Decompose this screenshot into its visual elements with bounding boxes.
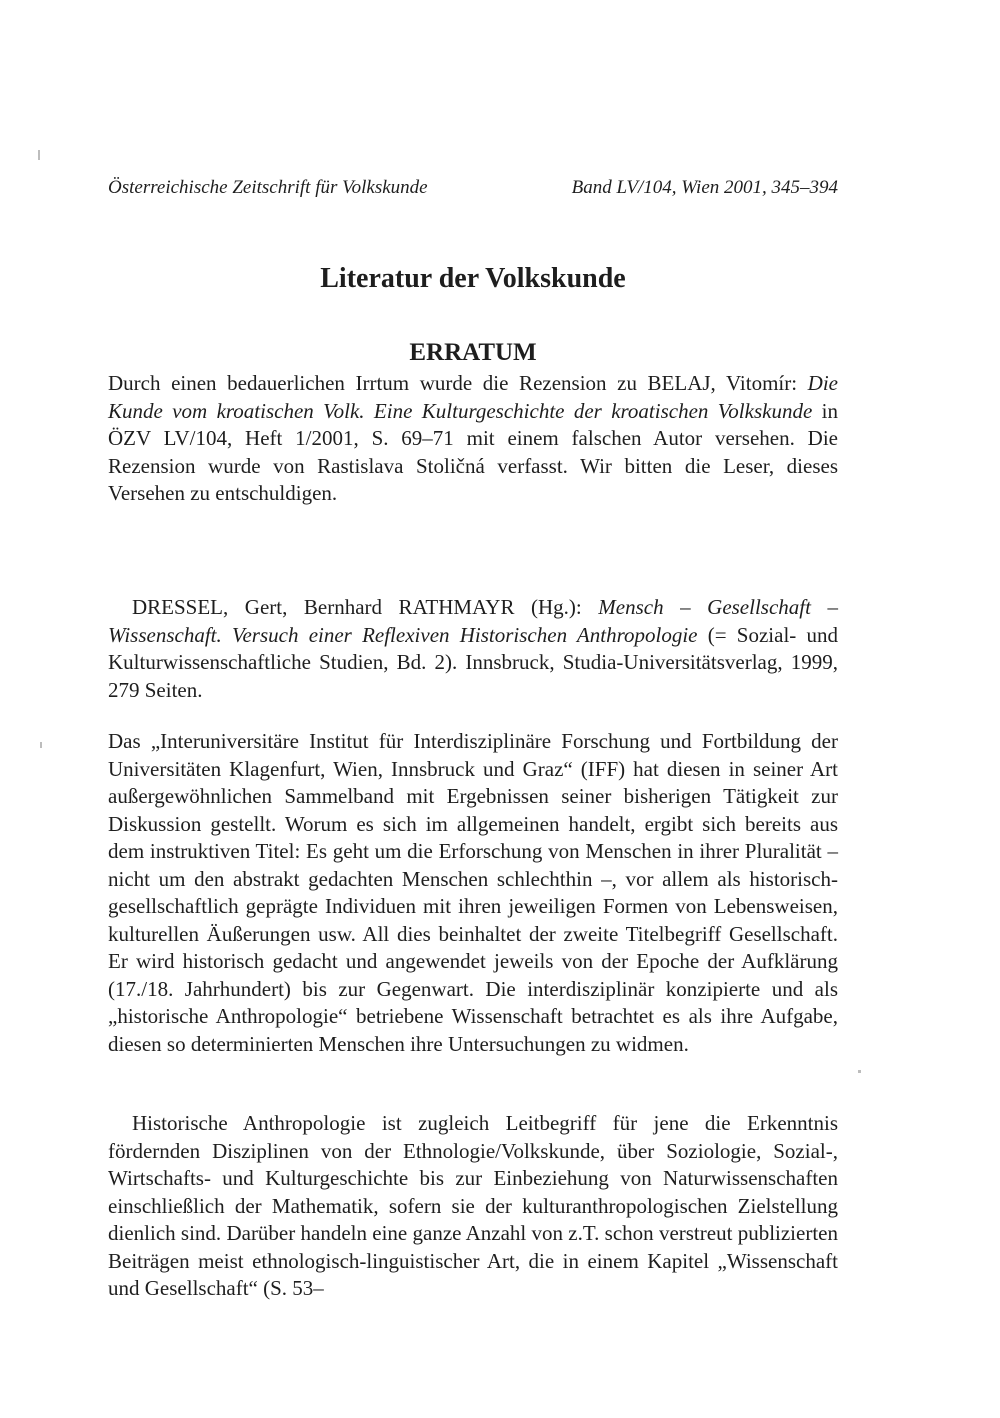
- scan-speck: [858, 1070, 861, 1073]
- journal-title: Österreichische Zeitschrift für Volkskunde: [108, 177, 428, 198]
- citation-title: Mensch – Gesellschaft – Wissenschaft. Versuch einer Reflexiven Historischen Anthropologie: [108, 595, 838, 647]
- review-citation: [108, 594, 838, 704]
- review-paragraph-2: Historische Anthropologie ist zugleich Leitbegriff für jene die Erkenntnis fördernden Disziplinen von der Ethnologie/Volkskunde, über Soziologie, Sozial-, Wirtschafts- und Kulturgeschichte bis zur Einbeziehung von Naturwissenschaften einschließlich der Mathematik, sofern sie der kulturanthropologischen Zielstellung dienlich sind. Darüber handeln eine ganze Anzahl von z.T. schon verstreut publizierten Beiträgen meist ethnologisch-linguistischer Art, die in einem Kapitel „Wissenschaft und Gesellschaft“ (S. 53–: [108, 1111, 838, 1300]
- volume-info: Band LV/104, Wien 2001, 345–394: [571, 177, 838, 198]
- scan-speck: [40, 742, 42, 748]
- erratum-body: [108, 370, 838, 508]
- erratum-text-end: in ÖZV LV/104, Heft 1/2001, S. 69–71 mit einem falschen Autor versehen. Die Rezension wurde von Rastislava Stoličná verfasst. Wir bitten die Leser, dieses Versehen zu entschuldigen.: [108, 398, 838, 505]
- section-title: Literatur der Volkskunde: [320, 263, 626, 294]
- erratum-title: ERRATUM: [409, 339, 537, 366]
- citation-details: (= Sozial- und Kulturwissenschaftliche Studien, Bd. 2). Innsbruck, Studia-Universitätsverlag, 1999, 279 Seiten.: [108, 622, 839, 702]
- scan-speck: [38, 150, 40, 160]
- erratum-text-start: Durch einen bedauerlichen Irrtum wurde die Rezension zu BELAJ, Vitomír:: [108, 371, 808, 395]
- citation-authors: DRESSEL, Gert, Bernhard RATHMAYR (Hg.):: [132, 595, 599, 619]
- erratum-book-title: Die Kunde vom kroatischen Volk. Eine Kulturgeschichte der kroatischen Volkskunde: [108, 371, 838, 423]
- review-paragraph-1: Das „Interuniversitäre Institut für Interdisziplinäre Forschung und Fortbildung der Universitäten Klagenfurt, Wien, Innsbruck und Graz“ (IFF) hat diesen in seiner Art außergewöhnlichen Sammelband mit Ergebnissen seiner bisherigen Tätigkeit zur Diskussion gestellt. Worum es sich im allgemeinen handelt, ergibt sich bereits aus dem instruktiven Titel: Es geht um die Erforschung von Menschen in ihrer Pluralität – nicht um den abstrakt gedachten Menschen schlechthin –, vor allem als historisch-gesellschaftlich geprägte Individuen mit ihren jeweiligen Formen von Lebensweisen, kulturellen Äußerungen usw. All dies beinhaltet der zweite Titelbegriff Gesellschaft. Er wird historisch gedacht und angewendet jeweils von der Epoche der Aufklärung (17./18. Jahrhundert) bis zur Gegenwart. Die interdisziplinär konzipierte und als „historische Anthropologie“ betriebene Wissenschaft betrachtet es als ihre Aufgabe, diesen so determinierten Menschen ihre Untersuchungen zu widmen.: [108, 729, 838, 1056]
